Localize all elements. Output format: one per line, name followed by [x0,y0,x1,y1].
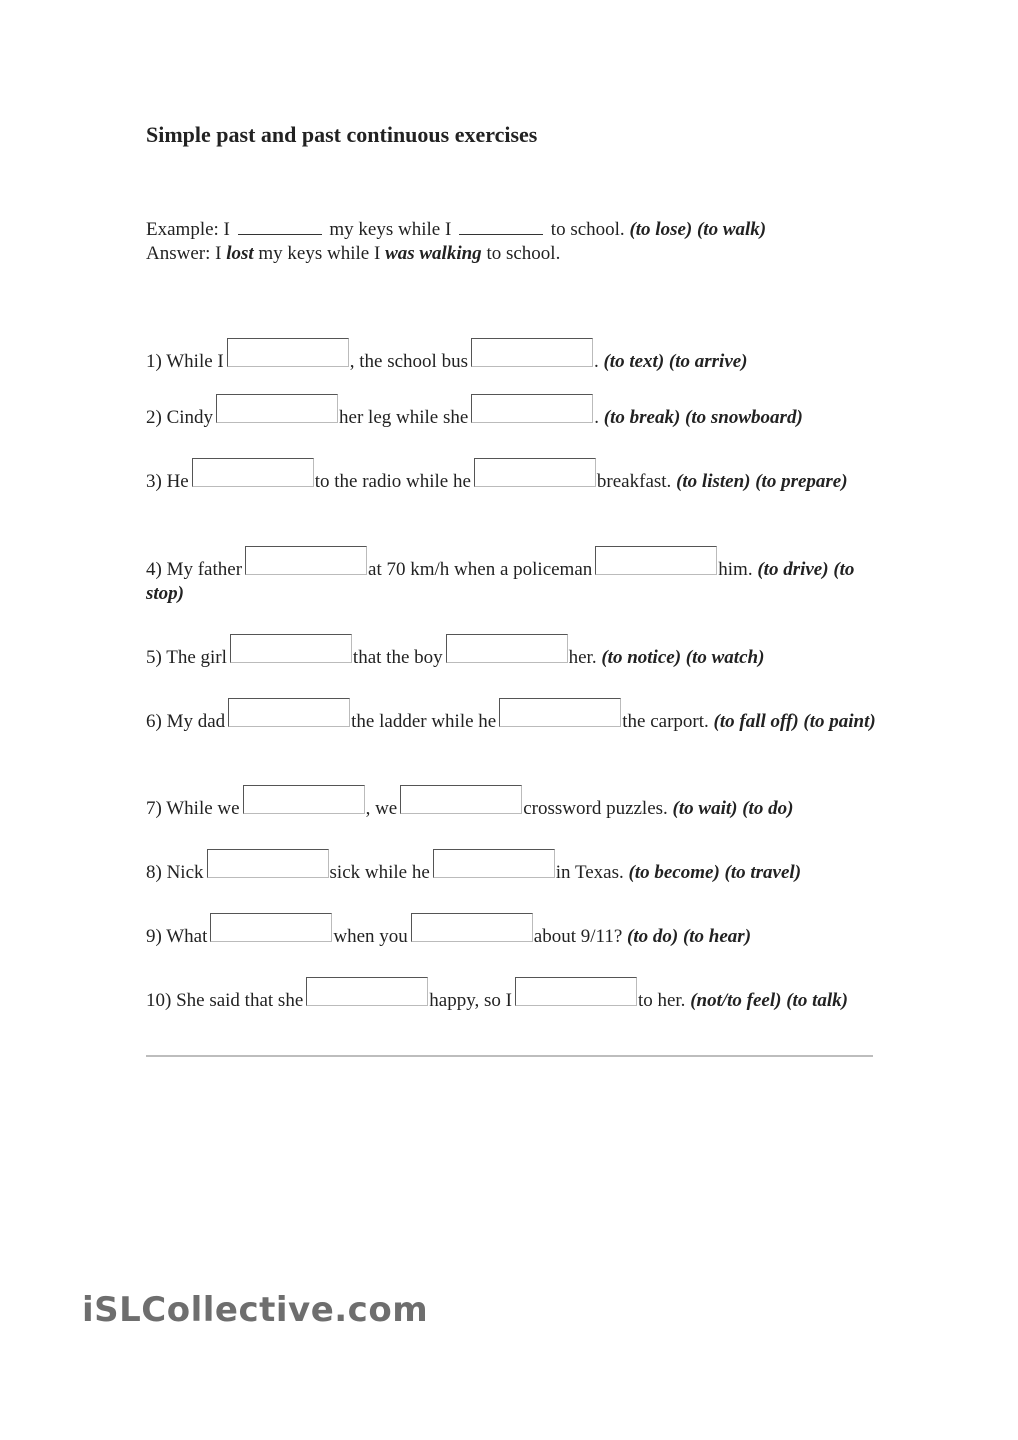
question-hint: (to become) (to travel) [628,862,802,883]
question-text-middle: the ladder while he [351,711,497,732]
answer-box-5b[interactable] [446,634,568,663]
question-text-middle: sick while he [329,862,430,883]
question-hint: (to break) (to snowboard) [603,407,803,428]
answer-box-10a[interactable] [306,977,428,1006]
answer-box-4a[interactable] [245,546,367,575]
answer-box-3b[interactable] [474,458,596,487]
answer-box-6b[interactable] [499,698,621,727]
answer-box-3a[interactable] [192,458,314,487]
question-9 [146,913,876,949]
question-text-end: about 9/11? [533,926,623,947]
answer-box-9a[interactable] [210,913,332,942]
answer-box-9b[interactable] [411,913,533,942]
example-line [146,218,766,242]
question-hint: (to fall off) (to paint) [713,711,876,732]
question-text-start: 4) My father [146,559,243,580]
question-text-middle: happy, so I [429,990,512,1011]
answer-box-5a[interactable] [230,634,352,663]
question-text-end: . [594,407,600,428]
question-hint: (to do) (to hear) [627,926,752,947]
example-hint: (to lose) (to walk) [629,219,767,240]
question-text-start: 5) The girl [146,647,227,668]
example-prefix: Example: I [146,219,230,240]
question-text-end: to her. [637,990,686,1011]
question-text-middle: when you [333,926,408,947]
question-text-start: 6) My dad [146,711,226,732]
answer-box-2b[interactable] [471,394,593,423]
example-blank-1 [238,220,322,235]
question-text-middle: at 70 km/h when a policeman [368,559,593,580]
question-text-middle: , we [365,798,398,819]
question-text-middle: her leg while she [339,407,469,428]
question-2 [146,394,876,430]
site-watermark: iSLCollective.com [82,1290,429,1330]
question-text-end: her. [568,647,597,668]
question-6 [146,698,876,734]
question-text-middle: to the radio while he [314,471,471,492]
answer-line [146,242,766,266]
question-8 [146,849,876,885]
question-text-end: him. [718,559,753,580]
question-hint: (to notice) (to watch) [601,647,765,668]
question-text-end: the carport. [622,711,709,732]
answer-box-8b[interactable] [433,849,555,878]
question-text-end: breakfast. [596,471,672,492]
question-5 [146,634,876,670]
question-3 [146,458,876,494]
answer-box-8a[interactable] [207,849,329,878]
question-text-middle: that the boy [352,647,443,668]
answer-box-1a[interactable] [227,338,349,367]
answer-box-6a[interactable] [228,698,350,727]
question-text-start: 1) While I [146,351,224,372]
answer-box-7b[interactable] [400,785,522,814]
example-blank-2 [459,220,543,235]
question-text-start: 8) Nick [146,862,204,883]
question-text-start: 9) What [146,926,208,947]
question-text-middle: , the school bus [349,351,468,372]
answer-box-10b[interactable] [515,977,637,1006]
question-hint: (to listen) (to prepare) [676,471,848,492]
example-mid-2: to school. [550,219,625,240]
question-text-start: 2) Cindy [146,407,214,428]
question-10 [146,977,876,1013]
footer-divider [146,1055,873,1057]
answer-box-2a[interactable] [216,394,338,423]
question-text-start: 7) While we [146,798,240,819]
answer-prefix: Answer: I [146,243,222,264]
example-block [146,218,766,266]
question-text-end: crossword puzzles. [523,798,668,819]
question-hint: (to drive) (to stop) [146,559,855,604]
question-hint: (not/to feel) (to talk) [690,990,848,1011]
question-text-start: 10) She said that she [146,990,304,1011]
answer-box-1b[interactable] [471,338,593,367]
page-title: Simple past and past continuous exercises [146,122,538,147]
question-1 [146,338,876,374]
answer-suffix: to school. [486,243,561,264]
question-text-end: in Texas. [555,862,624,883]
question-text-start: 3) He [146,471,189,492]
answer-box-4b[interactable] [595,546,717,575]
question-text-end: . [593,351,599,372]
question-7 [146,785,876,821]
question-hint: (to text) (to arrive) [603,351,748,372]
answer-mid: my keys while I [258,243,381,264]
answer-word-1: lost [226,243,254,264]
answer-word-2: was walking [385,243,482,264]
answer-box-7a[interactable] [243,785,365,814]
question-hint: (to wait) (to do) [672,798,794,819]
example-mid-1: my keys while I [329,219,452,240]
question-4 [146,546,876,606]
